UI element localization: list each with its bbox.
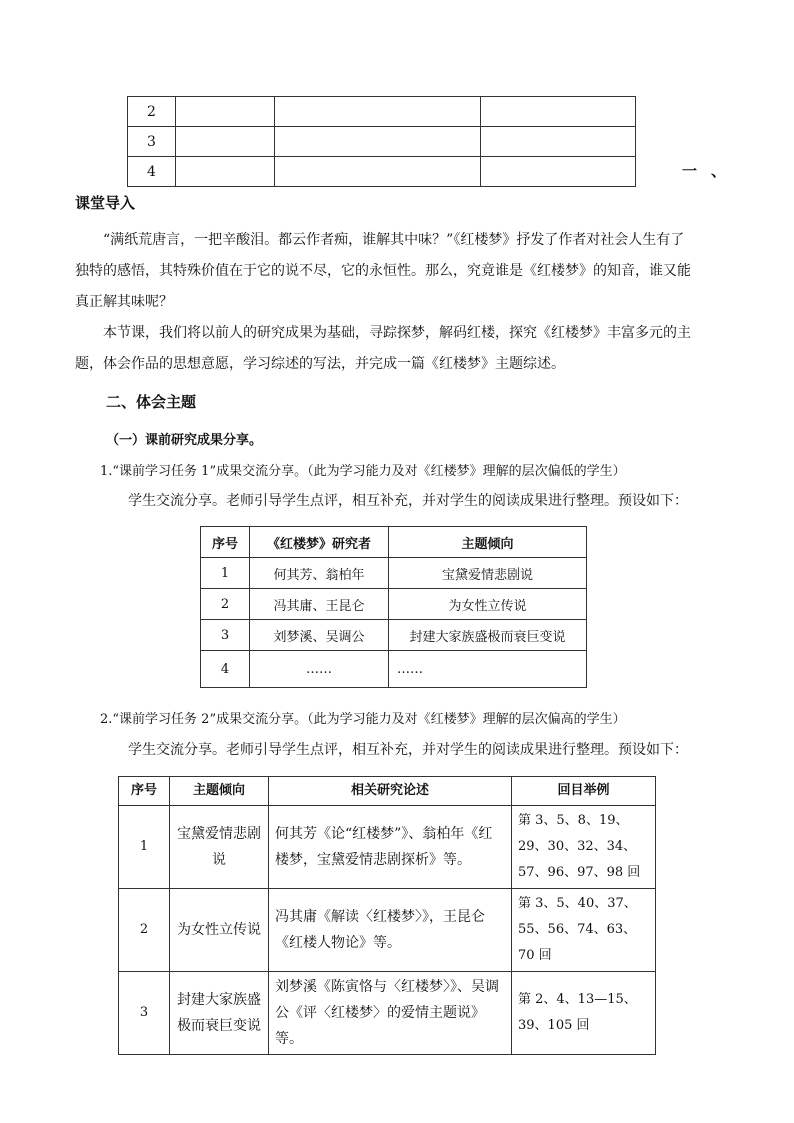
table-cell: 第 2、4、13—15、39、105 回: [512, 972, 656, 1055]
subsection1-title: （一）课前研究成果分享。: [106, 433, 263, 448]
table-cell: 冯其庸《解读〈红楼梦〉》，王昆仑《红楼人物论》等。: [269, 889, 512, 972]
table-cell: 刘梦溪《陈寅恪与〈红楼梦〉》、吴调公《评〈红楼梦〉的爱情主题说》等。: [269, 972, 512, 1055]
table-cell: 封建大家族盛极而衰巨变说: [170, 972, 269, 1055]
section1-title: 课堂导入: [75, 194, 136, 212]
theme-table: [118, 776, 656, 1055]
table-cell: 为女性立传说: [170, 889, 269, 972]
table-cell: 宝黛爱情悲剧说: [170, 806, 269, 889]
table-cell: 为女性立传说: [389, 589, 587, 620]
table-cell: 何其芳、翁柏年: [250, 558, 389, 589]
table-header-row: [119, 777, 656, 806]
table-cell: 2: [119, 889, 170, 972]
table-cell: 1: [119, 806, 170, 889]
task1-heading: 1.“课前学习任务 1”成果交流分享。（此为学习能力及对《红楼梦》理解的层次偏低的学生）: [100, 464, 626, 479]
researcher-table: [200, 526, 587, 688]
column-header: 序号: [119, 777, 170, 806]
table-cell: 封建大家族盛极而衰巨变说: [389, 620, 587, 651]
column-header: 主题倾向: [389, 527, 587, 558]
table-row: [119, 889, 656, 972]
table-cell: ……: [389, 651, 587, 688]
table-cell: 冯其庸、王昆仑: [250, 589, 389, 620]
table-cell: 宝黛爱情悲剧说: [389, 558, 587, 589]
table-row: [128, 127, 636, 157]
column-header: 相关研究论述: [269, 777, 512, 806]
table-row: [201, 651, 587, 688]
section2-title: 二、体会主题: [106, 393, 197, 411]
column-header: 回目举例: [512, 777, 656, 806]
table-row: [201, 558, 587, 589]
top-table: [127, 96, 636, 187]
table-row: [119, 972, 656, 1055]
table-row: [128, 97, 636, 127]
table-header-row: [201, 527, 587, 558]
column-header: 序号: [201, 527, 250, 558]
table-cell: 3: [201, 620, 250, 651]
row-number: 4: [128, 157, 176, 187]
task1-description: 学生交流分享。老师引导学生点评，相互补充，并对学生的阅读成果进行整理。预设如下：: [128, 493, 688, 509]
table-row: [201, 589, 587, 620]
task2-description: 学生交流分享。老师引导学生点评，相互补充，并对学生的阅读成果进行整理。预设如下：: [128, 742, 688, 758]
table-cell: 第 3、5、40、37、55、56、74、63、70 回: [512, 889, 656, 972]
row-number: 3: [128, 127, 176, 157]
table-row: [119, 806, 656, 889]
table-row: [201, 620, 587, 651]
table-cell: 1: [201, 558, 250, 589]
table-cell: 何其芳《论“红楼梦”》、翁柏年《红楼梦，宝黛爱情悲剧探析》等。: [269, 806, 512, 889]
intro-paragraph-2: 本节课，我们将以前人的研究成果为基础，寻踪探梦，解码红楼，探究《红楼梦》丰富多元的主题，体会作品的思想意愿，学习综述的写法，并完成一篇《红楼梦》主题综述。: [75, 325, 691, 372]
intro-paragraph-1: “满纸荒唐言，一把辛酸泪。都云作者痴，谁解其中味？”《红楼梦》抒发了作者对社会人生有了独特的感悟，其特殊价值在于它的说不尽，它的永恒性。那么，究竟谁是《红楼梦》的知音，谁又能真正解其味呢？: [75, 232, 691, 310]
table-cell: 第 3、5、8、19、29、30、32、34、57、96、97、98 回: [512, 806, 656, 889]
table-cell: 2: [201, 589, 250, 620]
table-row: [128, 157, 636, 187]
column-header: 《红楼梦》研究者: [250, 527, 389, 558]
table-cell: 3: [119, 972, 170, 1055]
table-cell: ……: [250, 651, 389, 688]
section1-number: 一、: [682, 162, 741, 180]
table-cell: 刘梦溪、吴调公: [250, 620, 389, 651]
table-cell: 4: [201, 651, 250, 688]
task2-heading: 2.“课前学习任务 2”成果交流分享。（此为学习能力及对《红楼梦》理解的层次偏高的学生）: [100, 712, 626, 727]
column-header: 主题倾向: [170, 777, 269, 806]
row-number: 2: [128, 97, 176, 127]
